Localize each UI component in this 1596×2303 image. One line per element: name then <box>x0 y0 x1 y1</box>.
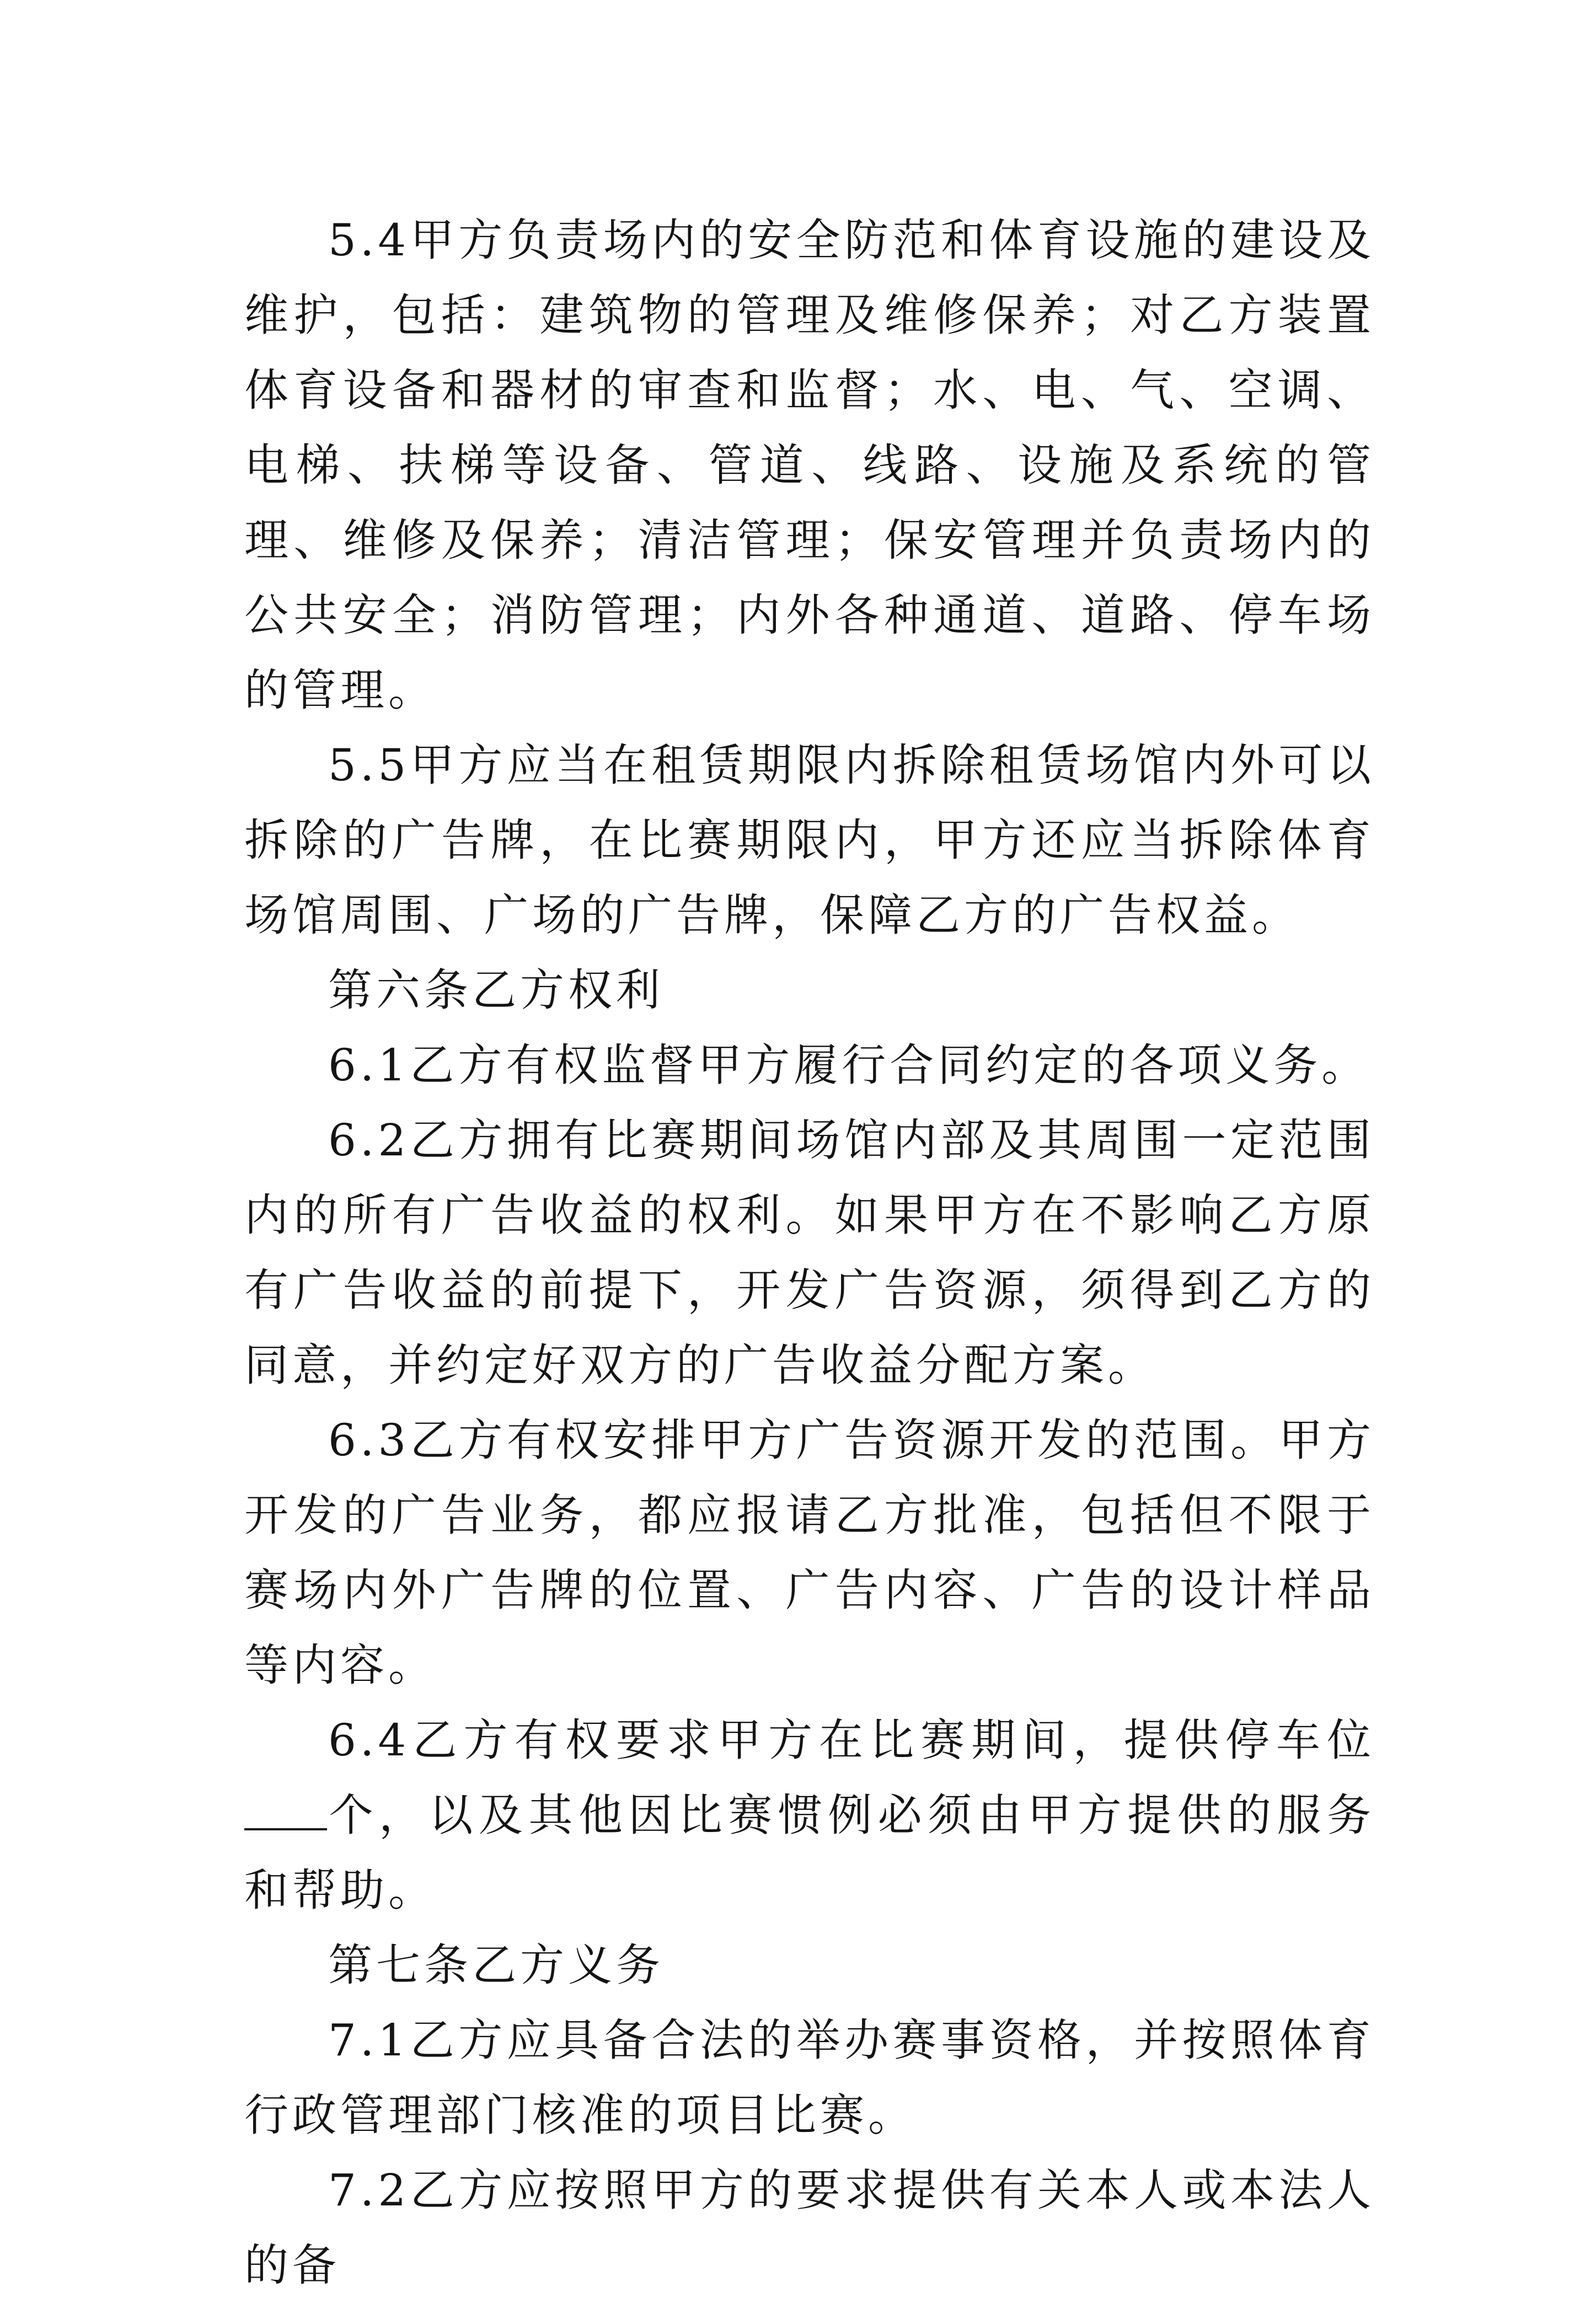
clause-5-5: 5.5甲方应当在租赁期限内拆除租赁场馆内外可以拆除的广告牌，在比赛期限内，甲方还应当拆除体育场馆周围、广场的广告牌，保障乙方的广告权益。 <box>244 740 1375 941</box>
article-6-heading: 第六条乙方权利 <box>328 965 664 1016</box>
clause-6-4 <box>244 1703 1375 1928</box>
parking-count-blank <box>244 1794 327 1830</box>
clause-6-3: 6.3乙方有权安排甲方广告资源开发的范围。甲方开发的广告业务，都应报请乙方批准，包括但不限于赛场内外广告牌的位置、广告内容、广告的设计样品等内容。 <box>244 1415 1375 1691</box>
clause-6-4-text-start: 6.4乙方有权要求甲方在比赛期间，提供停车位 <box>328 1715 1375 1766</box>
clause-7-1: 7.1乙方应具备合法的举办赛事资格，并按照体育行政管理部门核准的项目比赛。 <box>244 2015 1375 2141</box>
document-body <box>244 203 1375 2303</box>
clause-6-1: 6.1乙方有权监督甲方履行合同约定的各项义务。 <box>328 1040 1370 1091</box>
clause-6-2: 6.2乙方拥有比赛期间场馆内部及其周围一定范围内的所有广告收益的权利。如果甲方在不影响乙方原有广告收益的前提下，开发广告资源，须得到乙方的同意，并约定好双方的广告收益分配方案。 <box>244 1115 1375 1391</box>
clause-6-4-text-end: 个，以及其他因比赛惯例必须由甲方提供的服务和帮助。 <box>244 1790 1375 1916</box>
clause-5-4: 5.4甲方负责场内的安全防范和体育设施的建设及维护，包括：建筑物的管理及维修保养；对乙方装置体育设备和器材的审查和监督；水、电、气、空调、电梯、扶梯等设备、管道、线路、设施及系统的管理、维修及保养；清洁管理；保安管理并负责场内的公共安全；消防管理；内外各种通道、道路、停车场的管理。 <box>244 215 1375 716</box>
clause-7-2: 7.2乙方应按照甲方的要求提供有关本人或本法人的备 <box>244 2165 1375 2291</box>
article-7-heading: 第七条乙方义务 <box>328 1940 664 1991</box>
